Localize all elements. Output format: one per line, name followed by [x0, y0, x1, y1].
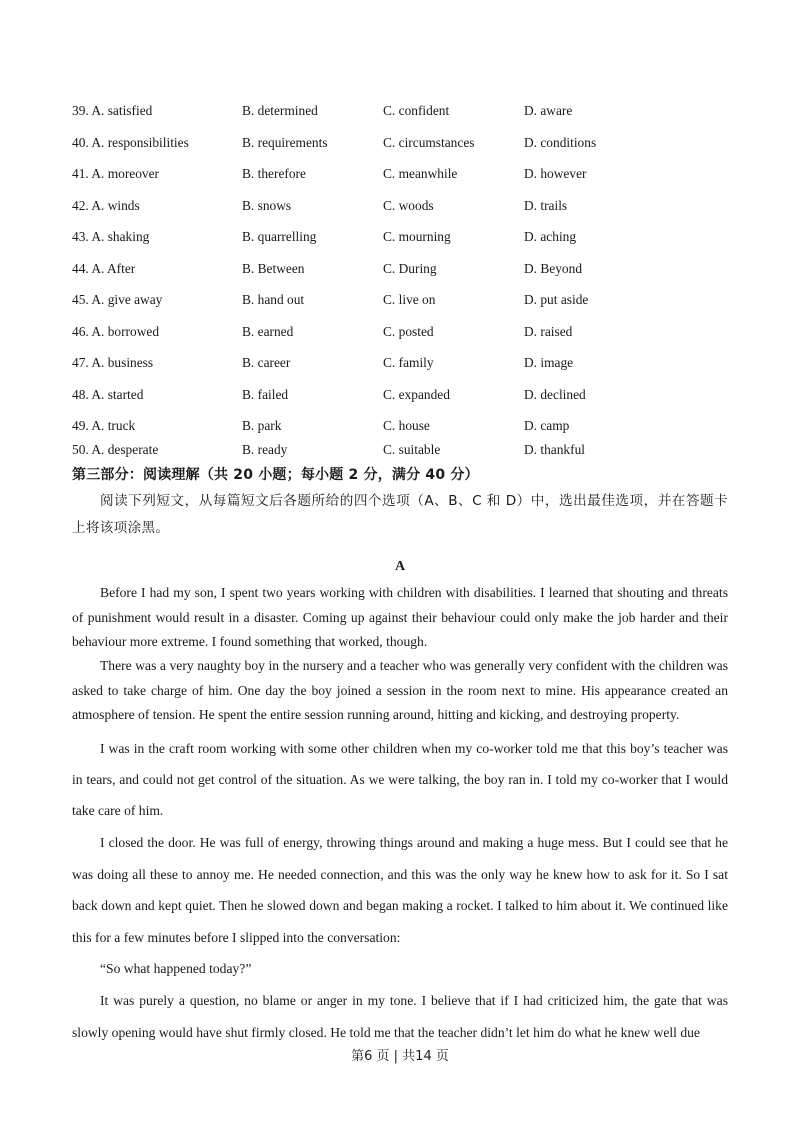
option-b: B. hand out — [242, 292, 305, 307]
passage-paragraph: “So what happened today?” — [100, 961, 252, 976]
option-d: D. Beyond — [524, 261, 583, 276]
option-b: B. park — [242, 418, 282, 433]
passage-label: A — [394, 559, 406, 574]
option-c: C. meanwhile — [383, 166, 458, 181]
option-b: B. failed — [242, 387, 289, 402]
option-b: B. ready — [242, 442, 288, 457]
option-c: C. live on — [383, 292, 436, 307]
option-c: C. posted — [383, 324, 434, 339]
option-b: B. requirements — [242, 135, 328, 150]
option-c: C. family — [383, 355, 434, 370]
option-a: 49. A. truck — [72, 418, 136, 433]
question-47-options — [72, 353, 732, 373]
question-49-options — [72, 416, 732, 436]
option-d: D. declined — [524, 387, 586, 402]
option-c: C. mourning — [383, 229, 451, 244]
option-b: B. career — [242, 355, 291, 370]
option-c: C. During — [383, 261, 437, 276]
option-d: D. put aside — [524, 292, 589, 307]
passage-paragraph: It was purely a question, no blame or anger in my tone. I believe that if I had criticized him, the gate that was slowly opening would have shut firmly closed. He told me that the teacher didn’t let him do what he knew well due — [72, 993, 728, 1040]
option-b: B. earned — [242, 324, 294, 339]
question-48-options — [72, 385, 732, 405]
option-d: D. thankful — [524, 442, 585, 457]
option-d: D. aching — [524, 229, 577, 244]
option-b: B. snows — [242, 198, 292, 213]
question-50-options — [72, 440, 732, 460]
option-d: D. raised — [524, 324, 573, 339]
section-instructions: 阅读下列短文，从每篇短文后各题所给的四个选项（A、B、C 和 D）中，选出最佳选项，并在答题卡上将该项涂黑。 — [72, 493, 728, 536]
option-d: D. aware — [524, 103, 573, 118]
section-title: 第三部分：阅读理解（共 20 小题；每小题 2 分，满分 40 分） — [72, 467, 479, 483]
option-a: 50. A. desperate — [72, 442, 159, 457]
passage-paragraph: There was a very naughty boy in the nursery and a teacher who was generally very confident with the children was asked to take charge of him. One day the boy joined a session in the room next to mine. His appearance created an atmosphere of tension. He spent the entire session running around, hitting and kicking, and destroying property. — [72, 658, 728, 722]
option-d: D. however — [524, 166, 587, 181]
option-d: D. camp — [524, 418, 570, 433]
option-a: 45. A. give away — [72, 292, 163, 307]
question-39-options — [72, 101, 732, 121]
option-c: C. suitable — [383, 442, 441, 457]
option-a: 43. A. shaking — [72, 229, 150, 244]
passage-paragraph: I closed the door. He was full of energy, throwing things around and making a huge mess. But I could see that he was doing all these to annoy me. He needed connection, and this was the only way he knew how to ask for it. So I sat back down and kept quiet. Then he slowed down and began making a rocket. I talked to him about it. We continued like this for a few minutes before I slipped into the conversation: — [72, 835, 728, 945]
option-c: C. woods — [383, 198, 434, 213]
option-b: B. Between — [242, 261, 305, 276]
option-a: 40. A. responsibilities — [72, 135, 189, 150]
option-c: C. expanded — [383, 387, 450, 402]
option-b: B. quarrelling — [242, 229, 317, 244]
option-a: 46. A. borrowed — [72, 324, 160, 339]
passage-paragraph: Before I had my son, I spent two years working with children with disabilities. I learned that shouting and threats of punishment would result in a disaster. Coming up against their behaviour could only make the job harder and their behaviour more extreme. I found something that worked, though. — [72, 585, 728, 649]
option-a: 44. A. After — [72, 261, 136, 276]
question-46-options — [72, 322, 732, 342]
question-43-options — [72, 227, 732, 247]
question-42-options — [72, 196, 732, 216]
option-b: B. therefore — [242, 166, 306, 181]
question-44-options — [72, 259, 732, 279]
option-a: 47. A. business — [72, 355, 154, 370]
option-a: 42. A. winds — [72, 198, 140, 213]
question-40-options — [72, 133, 732, 153]
option-a: 48. A. started — [72, 387, 144, 402]
option-b: B. determined — [242, 103, 318, 118]
option-c: C. confident — [383, 103, 450, 118]
option-d: D. conditions — [524, 135, 597, 150]
option-a: 41. A. moreover — [72, 166, 160, 181]
question-41-options — [72, 164, 732, 184]
option-c: C. house — [383, 418, 430, 433]
question-45-options — [72, 290, 732, 310]
option-c: C. circumstances — [383, 135, 475, 150]
option-d: D. trails — [524, 198, 568, 213]
passage-paragraph: I was in the craft room working with some other children when my co-worker told me that this boy’s teacher was in tears, and could not get control of the situation. As we were talking, the boy ran in. I told my co-worker that I would take care of him. — [72, 741, 728, 818]
option-a: 39. A. satisfied — [72, 103, 153, 118]
option-d: D. image — [524, 355, 574, 370]
page-footer: 第6 页 | 共14 页 — [351, 1049, 449, 1064]
